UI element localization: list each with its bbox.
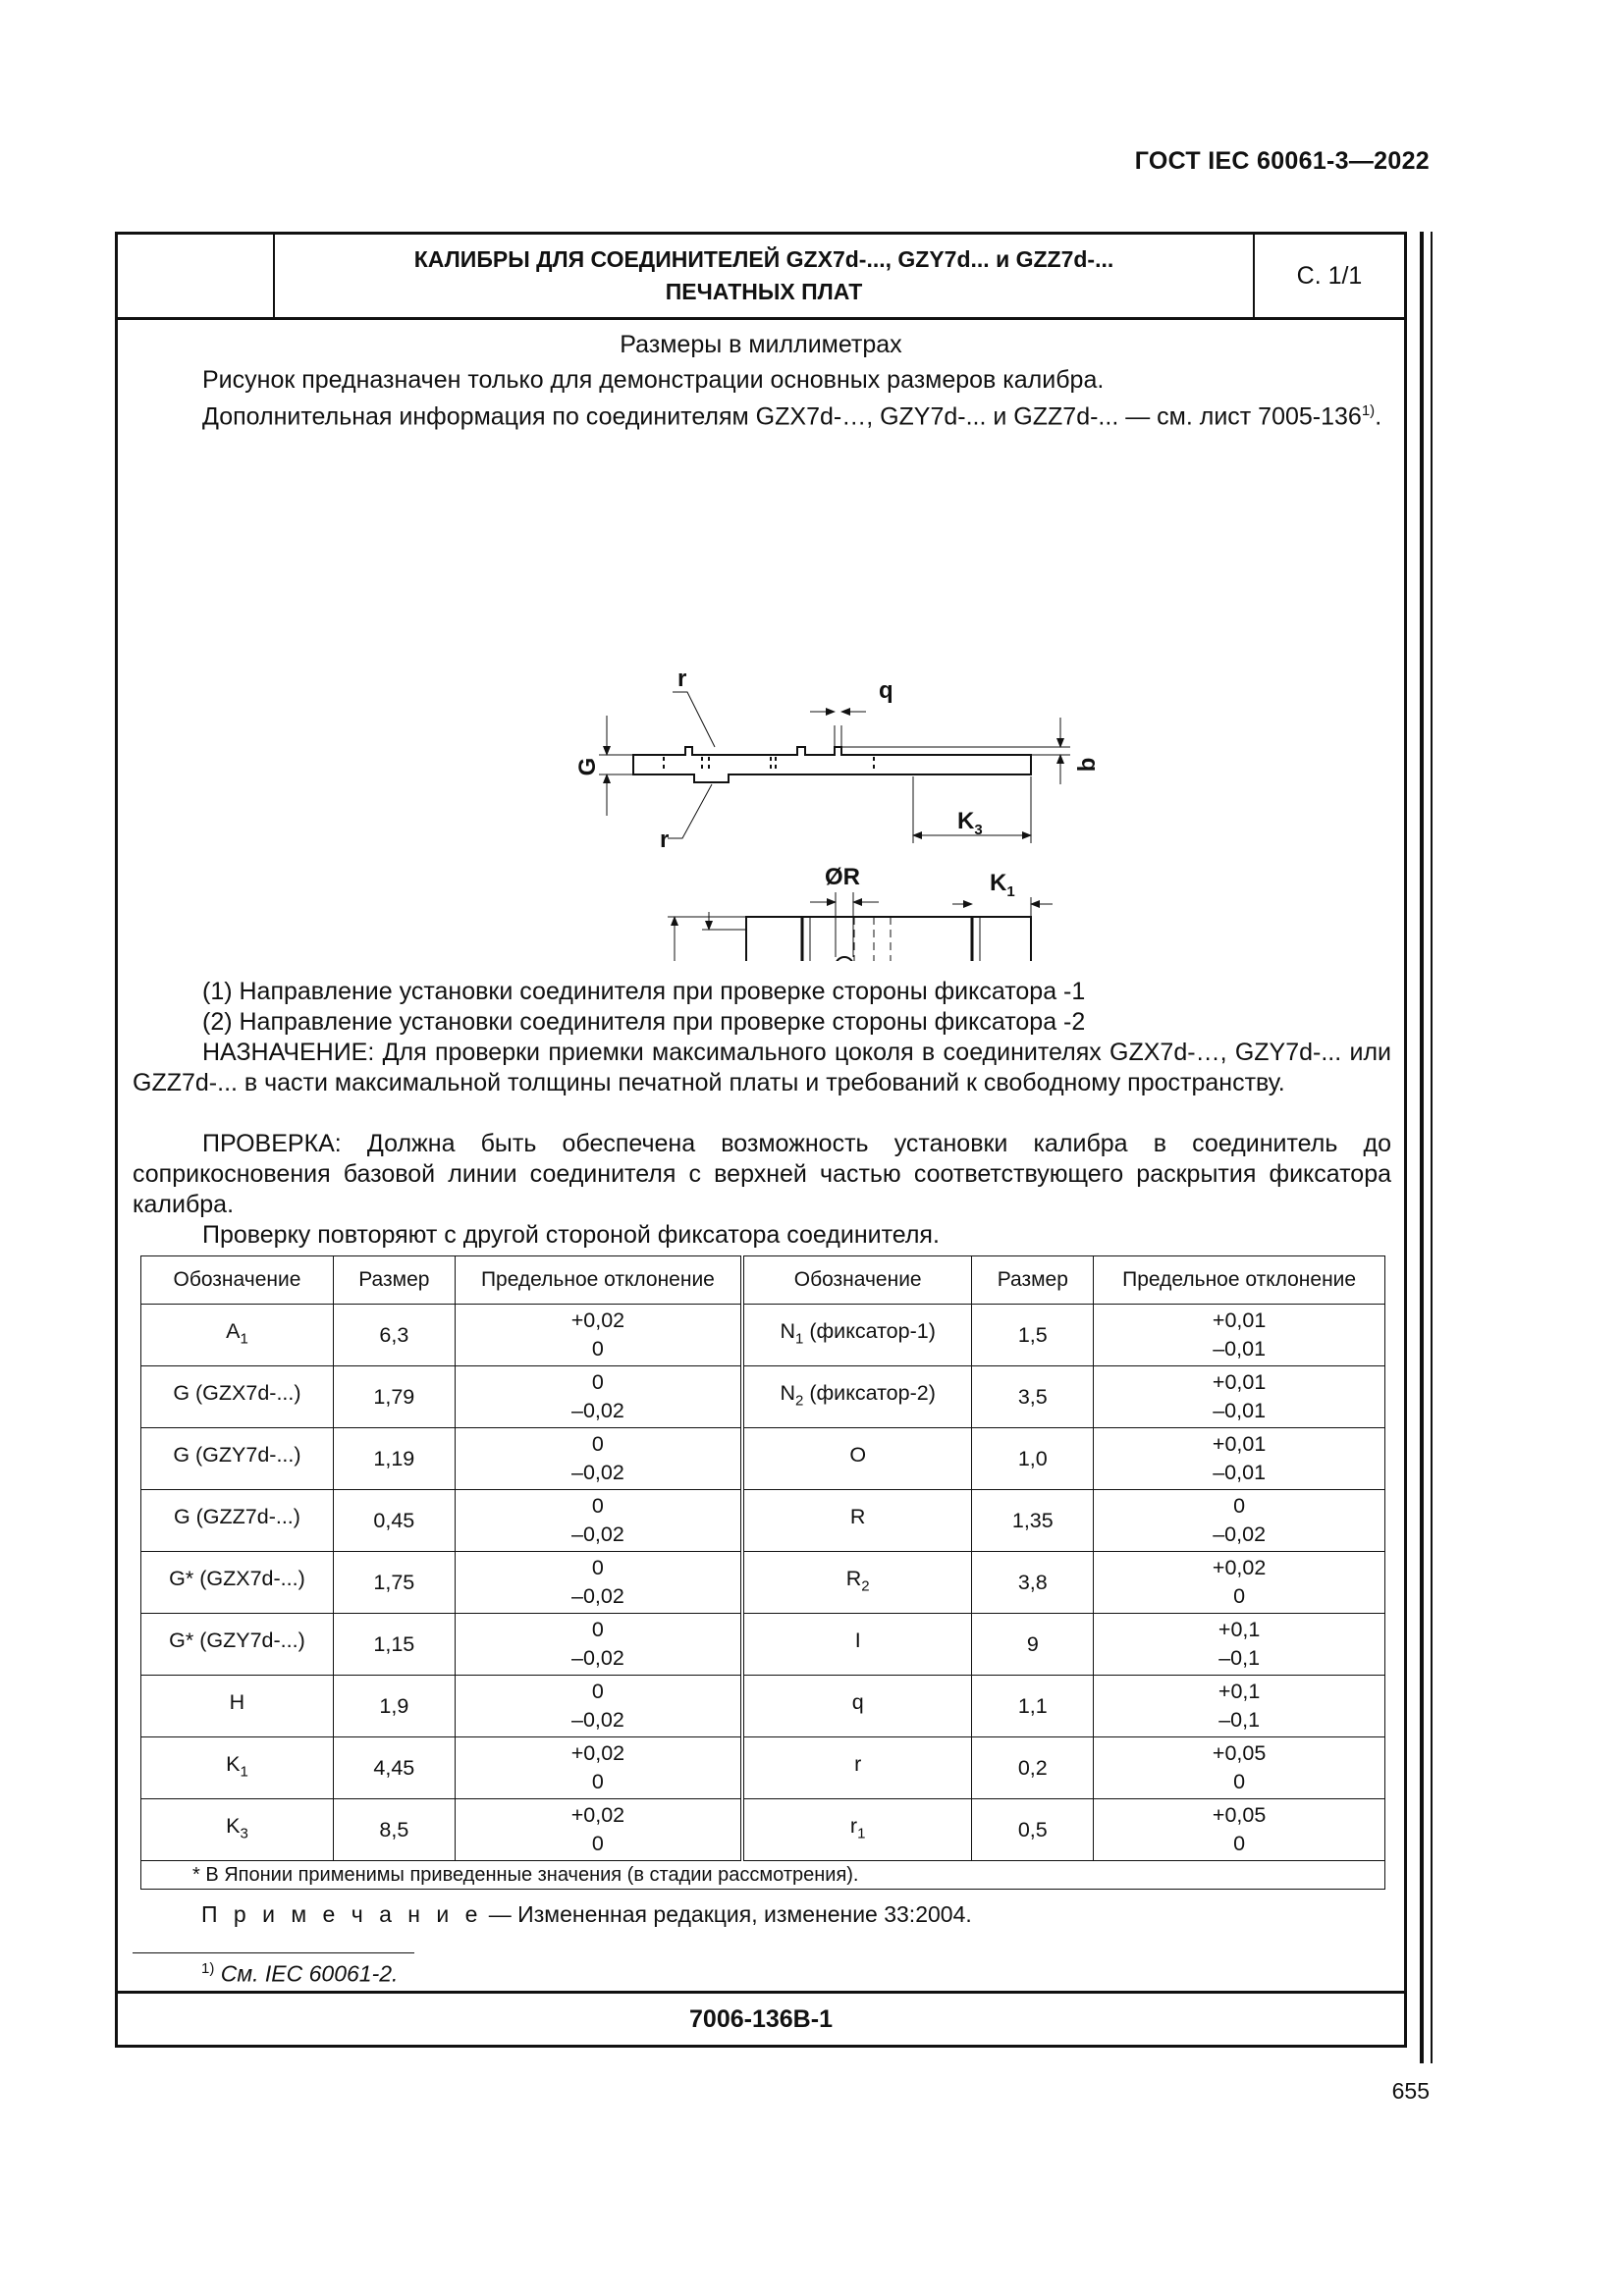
tolerance-cell: +0,02 0 xyxy=(1094,1552,1385,1614)
size-cell: 1,19 xyxy=(333,1428,455,1490)
footnote-mark: 1) xyxy=(201,1960,215,1977)
tolerance-cell: +0,02 0 xyxy=(455,1799,742,1861)
table-header-row xyxy=(141,1256,1385,1305)
tolerance-cell: +0,02 0 xyxy=(455,1737,742,1799)
label-q-top: q xyxy=(879,677,893,704)
sheet-title xyxy=(273,235,1255,317)
designation-cell: G (GZX7d-...) xyxy=(141,1366,334,1428)
col-tolerance-2: Предельное отклонение xyxy=(1094,1256,1385,1305)
sheet-title-line1: КАЛИБРЫ ДЛЯ СОЕДИНИТЕЛЕЙ GZX7d-..., GZY7d... и GZZ7d-... xyxy=(413,246,1114,272)
table-footnote: * В Японии применимы приведенные значения (в стадии рассмотрения). xyxy=(141,1861,1385,1890)
label-r-top: r xyxy=(677,666,687,692)
tolerance-cell: 0 –0,02 xyxy=(455,1676,742,1737)
footnote-text: См. IEC 60061-2. xyxy=(220,1960,399,1987)
tolerance-cell: +0,01 –0,01 xyxy=(1094,1366,1385,1428)
designation-cell: $K_1$ xyxy=(141,1737,334,1799)
designation-cell: G* (GZX7d-...) xyxy=(141,1552,334,1614)
intro-paragraph-1: Рисунок предназначен только для демонстрации основных размеров калибра. xyxy=(202,366,1105,394)
direction-1: (1) Направление установки соединителя при проверке стороны фиксатора -1 xyxy=(202,978,1086,1005)
tolerance-cell: +0,01 –0,01 xyxy=(1094,1305,1385,1366)
table-row xyxy=(141,1614,1385,1676)
note xyxy=(201,1901,972,1928)
direction-2: (2) Направление установки соединителя при проверке стороны фиксатора -2 xyxy=(202,1008,1086,1036)
table-row xyxy=(141,1552,1385,1614)
frame-double-line xyxy=(1420,232,1424,2063)
units-note: Размеры в миллиметрах xyxy=(620,331,902,358)
footnote-rule xyxy=(133,1952,414,1953)
label-g: G xyxy=(574,757,601,776)
designation-cell: G (GZY7d-...) xyxy=(141,1428,334,1490)
sheet-title-line2: ПЕЧАТНЫХ ПЛАТ xyxy=(665,279,863,304)
size-cell: 1,75 xyxy=(333,1552,455,1614)
label-k1: $K_1$ xyxy=(990,870,1015,900)
note-text: — Измененная редакция, изменение 33:2004. xyxy=(482,1901,972,1927)
repeat-paragraph: Проверку повторяют с другой стороной фиксатора соединителя. xyxy=(202,1221,940,1249)
label-q-right: q xyxy=(1076,757,1103,773)
note-label: П р и м е ч а н и е xyxy=(201,1901,483,1927)
footnote xyxy=(201,1960,398,1988)
designation-cell: G (GZZ7d-...) xyxy=(141,1490,334,1552)
intro-paragraph-2: Дополнительная информация по соединителям GZX7d-…, GZY7d-... и GZZ7d-... — см. лист 7005-136$^{1)}$. xyxy=(202,402,1382,431)
tolerance-cell: 0 –0,02 xyxy=(455,1552,742,1614)
tolerance-cell: 0 –0,02 xyxy=(1094,1490,1385,1552)
size-cell: 1,0 xyxy=(972,1428,1094,1490)
designation-cell: $r_1$ xyxy=(742,1799,972,1861)
size-cell: 1,79 xyxy=(333,1366,455,1428)
col-size: Размер xyxy=(333,1256,455,1305)
designation-cell: $K_3$ xyxy=(141,1799,334,1861)
col-designation-2: Обозначение xyxy=(742,1256,972,1305)
sheet-frame xyxy=(115,232,1407,2048)
table-row xyxy=(141,1799,1385,1861)
size-cell: 1,9 xyxy=(333,1676,455,1737)
frame-thin-line xyxy=(1431,232,1433,2063)
col-designation: Обозначение xyxy=(141,1256,334,1305)
designation-cell: G* (GZY7d-...) xyxy=(141,1614,334,1676)
col-tolerance: Предельное отклонение xyxy=(455,1256,742,1305)
tolerance-cell: +0,01 –0,01 xyxy=(1094,1428,1385,1490)
tolerance-cell: 0 –0,02 xyxy=(455,1366,742,1428)
table-footnote-row xyxy=(141,1861,1385,1890)
page-number: 655 xyxy=(1391,2078,1430,2104)
tolerance-cell: +0,05 0 xyxy=(1094,1799,1385,1861)
designation-cell: r xyxy=(742,1737,972,1799)
footnote-ref: 1) xyxy=(1361,402,1376,419)
col-size-2: Размер xyxy=(972,1256,1094,1305)
tolerance-cell: +0,02 0 xyxy=(455,1305,742,1366)
size-cell: 1,5 xyxy=(972,1305,1094,1366)
size-cell: 1,1 xyxy=(972,1676,1094,1737)
size-cell: 4,45 xyxy=(333,1737,455,1799)
designation-cell: R xyxy=(742,1490,972,1552)
gauge-side-profile xyxy=(633,747,1031,782)
designation-cell: $N_2$ (фиксатор-2) xyxy=(742,1366,972,1428)
designation-cell: $N_1$ (фиксатор-1) xyxy=(742,1305,972,1366)
tolerance-cell: 0 –0,02 xyxy=(455,1428,742,1490)
sheet-number: С. 1/1 xyxy=(1296,261,1363,290)
tolerance-cell: +0,1 –0,1 xyxy=(1094,1676,1385,1737)
title-block xyxy=(118,235,1404,320)
table-row xyxy=(141,1366,1385,1428)
size-cell: 1,15 xyxy=(333,1614,455,1676)
size-cell: 1,35 xyxy=(972,1490,1094,1552)
size-cell: 3,8 xyxy=(972,1552,1094,1614)
purpose-paragraph: НАЗНАЧЕНИЕ: Для проверки приемки максимального цоколя в соединителях GZX7d-…, GZY7d-... или GZZ7d-... в части максимальной толщины печатной платы и требований к свободному пространству. xyxy=(133,1039,1391,1096)
designation-cell: q xyxy=(742,1676,972,1737)
size-cell: 9 xyxy=(972,1614,1094,1676)
standard-header: ГОСТ IEC 60061-3—2022 xyxy=(1134,147,1430,175)
sheet-code: 7006-136B-1 xyxy=(118,1991,1404,2045)
check-paragraph: ПРОВЕРКА: Должна быть обеспечена возможность установки калибра в соединитель до соприкосновения базовой линии соединителя с верхней частью соответствующего раскрытия фиксатора калибра. xyxy=(133,1130,1391,1218)
label-k3: $K_3$ xyxy=(957,808,983,838)
label-or: ØR xyxy=(825,864,860,890)
table-row xyxy=(141,1305,1385,1366)
designation-cell: I xyxy=(742,1614,972,1676)
table-row xyxy=(141,1737,1385,1799)
size-cell: 0,45 xyxy=(333,1490,455,1552)
tolerance-cell: +0,05 0 xyxy=(1094,1737,1385,1799)
label-r-bottom: r xyxy=(660,827,670,853)
tolerance-cell: 0 –0,02 xyxy=(455,1490,742,1552)
tolerance-cell: +0,1 –0,1 xyxy=(1094,1614,1385,1676)
gauge-front-view xyxy=(746,917,1031,961)
designation-cell: $R_2$ xyxy=(742,1552,972,1614)
tolerance-cell: 0 –0,02 xyxy=(455,1614,742,1676)
table-row xyxy=(141,1676,1385,1737)
size-cell: 8,5 xyxy=(333,1799,455,1861)
dimensions-table xyxy=(140,1255,1385,1890)
designation-cell: H xyxy=(141,1676,334,1737)
designation-cell: O xyxy=(742,1428,972,1490)
size-cell: 3,5 xyxy=(972,1366,1094,1428)
designation-cell: $A_1$ xyxy=(141,1305,334,1366)
size-cell: 6,3 xyxy=(333,1305,455,1366)
table-row xyxy=(141,1490,1385,1552)
size-cell: 0,2 xyxy=(972,1737,1094,1799)
gauge-drawing xyxy=(314,451,1198,961)
table-row xyxy=(141,1428,1385,1490)
size-cell: 0,5 xyxy=(972,1799,1094,1861)
